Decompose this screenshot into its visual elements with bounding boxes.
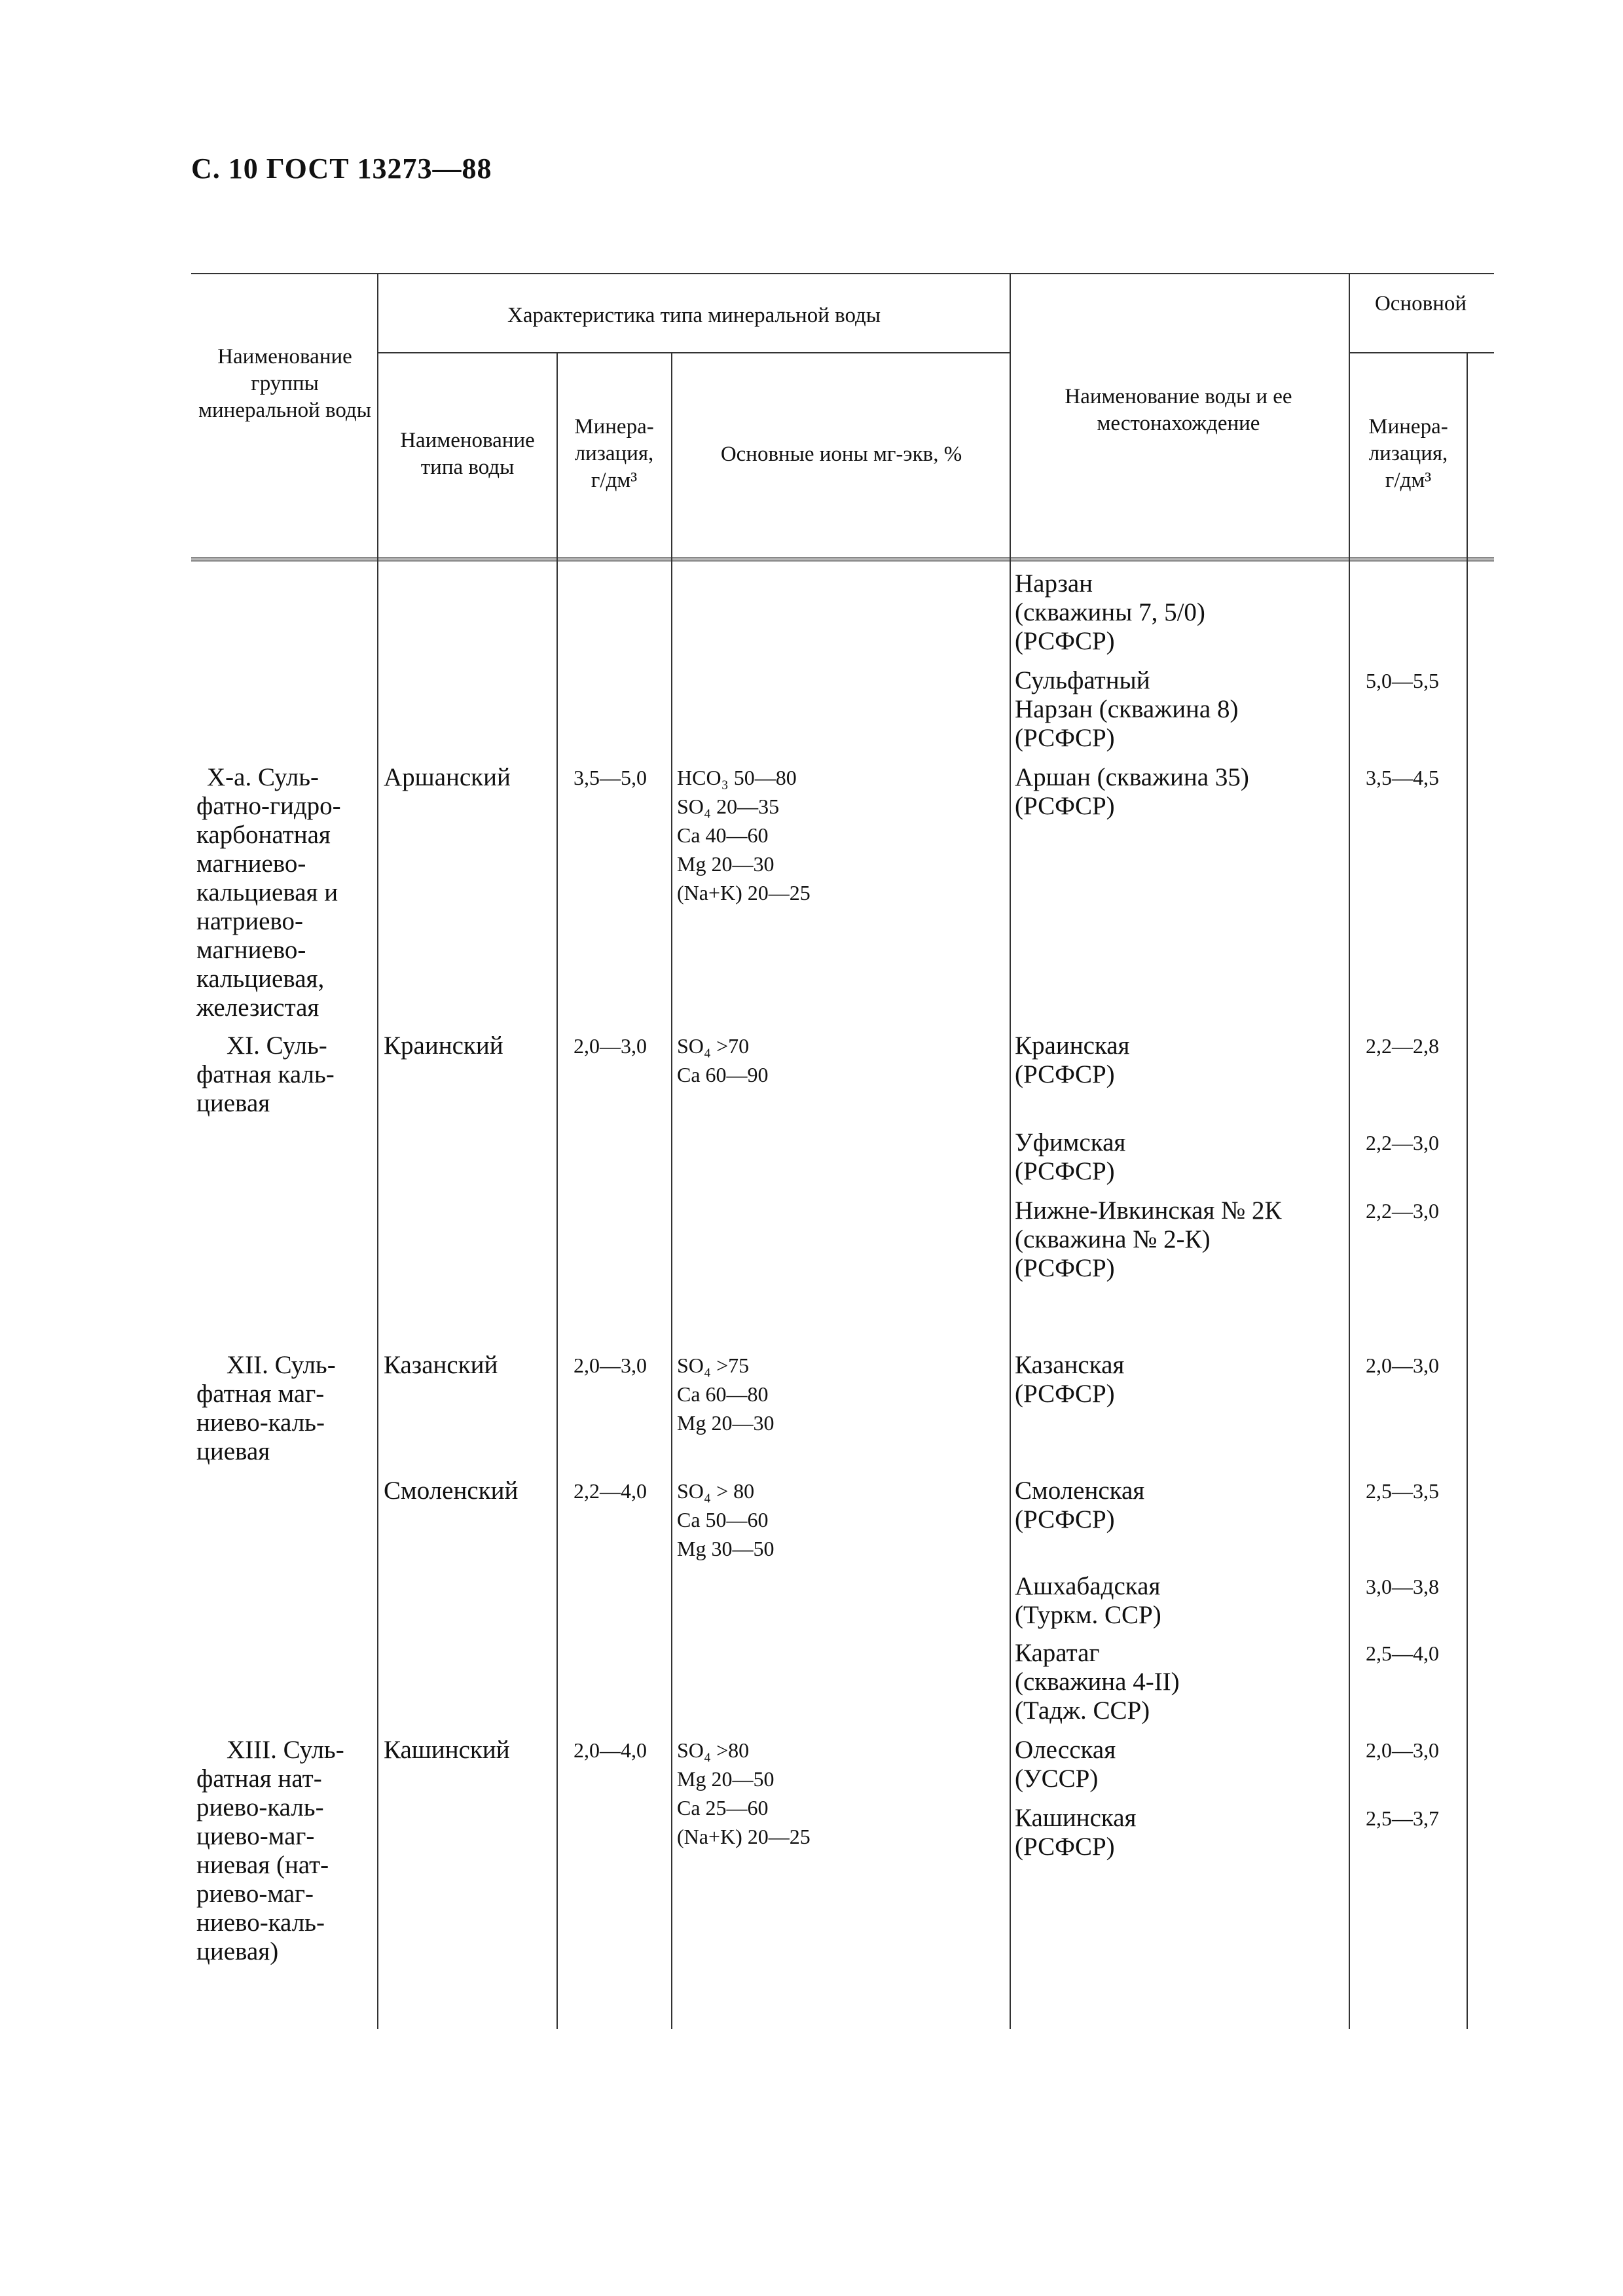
ion-line: (Na+K) 20—25 [677, 881, 811, 905]
header-mineralization-line: Минера- [574, 415, 654, 439]
header-mineralization-2-line: лизация, [1368, 442, 1448, 465]
water-line: (РСФСР) [1015, 1380, 1115, 1408]
water-mineralization: 2,0—3,0 [1366, 1738, 1439, 1762]
page-header: С. 10 ГОСТ 13273—88 [191, 152, 492, 185]
water-line: Кашинская [1015, 1804, 1137, 1832]
water-entry [1015, 763, 1249, 821]
group-line: фатная каль- [196, 1060, 335, 1088]
water-entry [1015, 569, 1205, 656]
ion-line: SO₄ >80 [677, 1738, 750, 1762]
group-line: XI. Суль- [227, 1031, 327, 1060]
group-xiii [196, 1736, 374, 1966]
type-ions [677, 763, 811, 907]
water-line: Нарзан [1015, 569, 1093, 598]
col-divider-3 [671, 352, 672, 2029]
group-line: магниево- [196, 850, 306, 878]
ion-line: Ca 50—60 [677, 1508, 769, 1532]
water-line: (РСФСР) [1015, 1833, 1115, 1861]
ion-line: SO₄ >75 [677, 1354, 750, 1377]
water-entry [1015, 1196, 1282, 1283]
col-divider-4 [1010, 273, 1011, 2029]
ion-line: Mg 20—30 [677, 852, 775, 876]
group-line: ниевая (нат- [196, 1851, 329, 1879]
water-mineralization: 2,5—3,7 [1366, 1806, 1439, 1830]
water-line: (РСФСР) [1015, 724, 1115, 752]
ion-line: HCO₃ 50—80 [677, 766, 797, 789]
group-line: ниево-каль- [196, 1408, 325, 1437]
group-line: XII. Суль- [227, 1351, 336, 1379]
water-line: Краинская [1015, 1031, 1130, 1060]
ion-line: Mg 20—50 [677, 1767, 775, 1791]
water-mineralization: 2,5—4,0 [1366, 1641, 1439, 1665]
water-line: (Туркм. ССР) [1015, 1601, 1161, 1629]
water-entry [1015, 1128, 1125, 1186]
header-main-ions: Основные ионы мг-экв, % [720, 442, 962, 466]
type-ions [677, 1736, 811, 1851]
water-line: Олесская [1015, 1736, 1116, 1764]
water-line: (Тадж. ССР) [1015, 1696, 1150, 1725]
water-line: Аршан (скважина 35) [1015, 763, 1249, 791]
type-mineralization: 2,2—4,0 [574, 1479, 647, 1503]
water-entry [1015, 1351, 1124, 1408]
type-name: Краинский [384, 1031, 503, 1060]
header-mineralization [559, 414, 669, 494]
type-ions [677, 1351, 774, 1437]
water-line: Каратаг [1015, 1639, 1100, 1667]
group-xa [196, 763, 374, 1022]
header-type-characteristic: Характеристика типа минеральной воды [507, 304, 881, 327]
water-line: (РСФСР) [1015, 1254, 1115, 1282]
header-mineralization-2-line: Минера- [1368, 415, 1448, 439]
group-line: железистая [196, 994, 319, 1022]
header-mineralization-2 [1351, 414, 1465, 494]
header-mineralization-line: г/дм³ [591, 469, 638, 492]
water-entry [1015, 1639, 1180, 1725]
ion-line: Mg 20—30 [677, 1411, 775, 1435]
ion-line: SO₄ 20—35 [677, 795, 780, 818]
type-name: Аршанский [384, 763, 511, 791]
group-line: натриево- [196, 907, 304, 935]
type-name: Кашинский [384, 1736, 510, 1764]
group-line: карбонатная [196, 821, 331, 849]
group-line: кальциевая, [196, 965, 325, 993]
type-name: Смоленский [384, 1477, 519, 1505]
group-line: риево-маг- [196, 1880, 314, 1908]
type-name: Казанский [384, 1351, 498, 1379]
type-mineralization: 3,5—5,0 [574, 766, 647, 789]
water-mineralization: 2,2—3,0 [1366, 1199, 1439, 1223]
type-mineralization: 2,0—3,0 [574, 1354, 647, 1377]
water-mineralization: 5,0—5,5 [1366, 669, 1439, 692]
water-line: Ашхабадская [1015, 1572, 1161, 1600]
type-mineralization: 2,0—4,0 [574, 1738, 647, 1762]
ion-line: Ca 25—60 [677, 1796, 769, 1820]
water-mineralization: 2,2—2,8 [1366, 1034, 1439, 1058]
header-subrule-left [377, 352, 1010, 353]
water-line: Сульфатный [1015, 666, 1150, 694]
water-entry [1015, 1477, 1144, 1534]
group-xii [196, 1351, 374, 1466]
col-divider-6 [1467, 352, 1468, 2029]
table-top-rule [191, 273, 1494, 274]
water-line: Нижне-Ивкинская № 2К [1015, 1196, 1282, 1225]
water-entry [1015, 1736, 1116, 1793]
water-mineralization: 3,5—4,5 [1366, 766, 1439, 789]
col-divider-1 [377, 273, 378, 2029]
col-divider-2 [556, 352, 558, 2029]
water-line: (РСФСР) [1015, 1060, 1115, 1088]
water-line: (РСФСР) [1015, 1505, 1115, 1534]
header-type-name: Наименование типа воды [400, 429, 535, 479]
water-entry [1015, 1572, 1161, 1630]
header-mineralization-2-line: г/дм³ [1385, 469, 1432, 492]
ion-line: SO₄ > 80 [677, 1479, 755, 1503]
water-line: (скважина 4-II) [1015, 1668, 1180, 1696]
type-mineralization: 2,0—3,0 [574, 1034, 647, 1058]
group-line: кальциевая и [196, 878, 338, 906]
header-water-name-location: Наименование воды и ее местонахождение [1065, 385, 1292, 435]
ion-line: Ca 60—80 [677, 1382, 769, 1406]
header-group-name: Наименование группы минеральной воды [198, 345, 371, 422]
type-ions [677, 1031, 769, 1089]
ion-line: Ca 60—90 [677, 1063, 769, 1086]
header-bottom-rule [191, 557, 1494, 562]
group-line: магниево- [196, 936, 306, 964]
water-mineralization: 2,0—3,0 [1366, 1354, 1439, 1377]
ion-line: (Na+K) 20—25 [677, 1825, 811, 1848]
water-line: Уфимская [1015, 1128, 1126, 1157]
group-line: циевая [196, 1089, 270, 1117]
water-line: (РСФСР) [1015, 627, 1115, 655]
ion-line: SO₄ >70 [677, 1034, 750, 1058]
water-mineralization: 2,5—3,5 [1366, 1479, 1439, 1503]
water-line: (скважина № 2-К) [1015, 1225, 1211, 1253]
water-line: Смоленская [1015, 1477, 1145, 1505]
water-entry [1015, 1804, 1137, 1861]
group-line: циево-маг- [196, 1822, 315, 1850]
water-line: (скважины 7, 5/0) [1015, 598, 1205, 626]
group-line: фатная нат- [196, 1765, 322, 1793]
col-divider-5 [1349, 273, 1350, 2029]
water-line: (РСФСР) [1015, 1157, 1115, 1185]
water-entry [1015, 666, 1238, 753]
water-line: (РСФСР) [1015, 792, 1115, 820]
type-ions [677, 1477, 774, 1563]
group-line: фатно-гидро- [196, 792, 341, 820]
water-line: (УССР) [1015, 1765, 1099, 1793]
group-line: фатная маг- [196, 1380, 325, 1408]
group-line: Х-а. Суль- [207, 763, 319, 791]
header-main-col: Основной [1374, 292, 1467, 315]
water-line: Казанская [1015, 1351, 1125, 1379]
water-mineralization: 3,0—3,8 [1366, 1575, 1439, 1598]
ion-line: Ca 40—60 [677, 823, 769, 847]
group-line: риево-каль- [196, 1793, 324, 1821]
water-line: Нарзан (скважина 8) [1015, 695, 1239, 723]
water-entry [1015, 1031, 1129, 1089]
group-line: циевая [196, 1437, 270, 1465]
group-line: циевая) [196, 1937, 279, 1965]
water-mineralization: 2,2—3,0 [1366, 1131, 1439, 1155]
ion-line: Mg 30—50 [677, 1537, 775, 1560]
group-line: ниево-каль- [196, 1909, 325, 1937]
header-mineralization-line: лизация, [574, 442, 654, 465]
header-subrule-right [1349, 352, 1494, 353]
group-xi [196, 1031, 374, 1118]
group-line: XIII. Суль- [227, 1736, 344, 1764]
